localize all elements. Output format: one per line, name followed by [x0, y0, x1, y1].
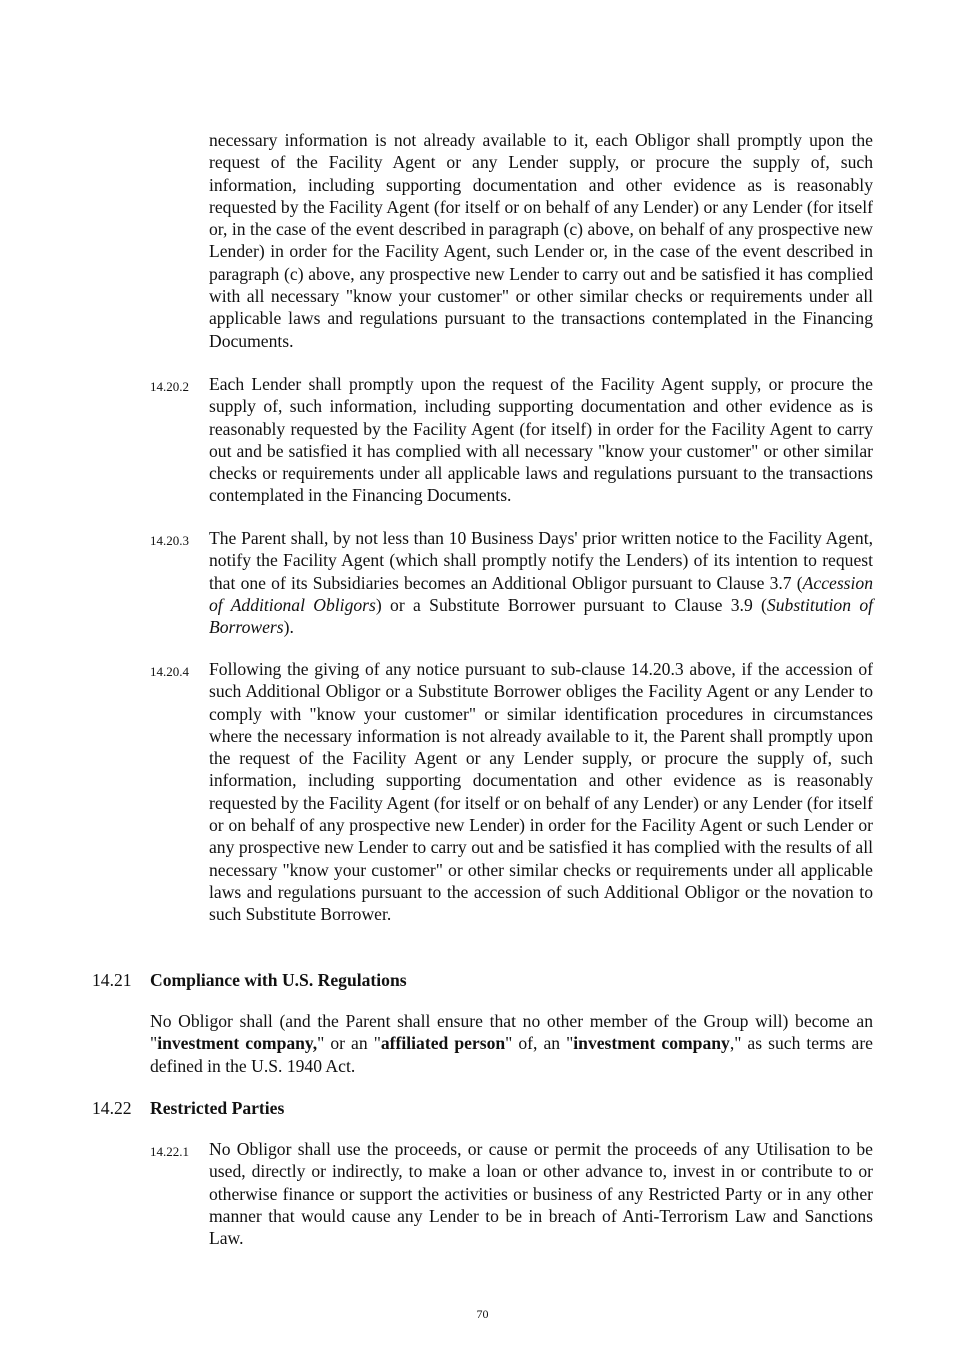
clause-reference-italic: Accession of Additional Obligors: [209, 572, 873, 615]
clause-text: No Obligor shall use the proceeds, or cause or permit the proceeds of any Utilisation to be used, directly or indirectly, to make a loan or other advance to, invest in or contribute to or otherwise finance or support the activities or business of any Restricted Party or in any other manner that would cause any Lender to be in breach of Anti-Terrorism Law and Sanctions Law.: [209, 1139, 873, 1249]
clause-14-22-1: [150, 1138, 873, 1249]
section-14-21-paragraph: [150, 1010, 873, 1077]
clause-14-20-3: [150, 527, 873, 638]
clause-text: Following the giving of any notice pursuant to sub-clause 14.20.3 above, if the accession of such Additional Obligor or a Substitute Borrower obliges the Facility Agent or any Lender to comply with "know your customer" or similar identification procedures in circumstances where the necessary information is not already available to it, the Parent shall promptly upon the request of the Facility Agent or any Lender supply, or procure the supply of, such information, including supporting documentation and other evidence as is reasonably requested by the Facility Agent (for itself or on behalf of any Lender) or any Lender (for itself or on behalf of any prospective new Lender) in order for the Facility Agent or such Lender or any prospective new Lender to carry out and be satisfied it has complied with the results of all necessary "know your customer" or other similar checks or requirements under all applicable laws and regulations pursuant to the accession of such Additional Obligor or the novation to such Substitute Borrower.: [209, 659, 873, 925]
section-title: Restricted Parties: [150, 1098, 285, 1118]
text-part: ," as such terms are defined in the U.S. 1940 Act.: [150, 1033, 873, 1076]
clause-14-20-2: [150, 373, 873, 507]
clause-14-20-4: [150, 658, 873, 926]
section-heading-14-22: [92, 1097, 284, 1119]
clause-text-part: The Parent shall, by not less than 10 Business Days' prior written notice to the Facility Agent, notify the Facility Agent (which shall promptly notify the Lenders) of its intention to request that one of its Subsidiaries becomes an Additional Obligor pursuant to Clause 3.7 (: [209, 528, 873, 593]
defined-term: investment company,: [157, 1033, 318, 1054]
clause-text: [209, 527, 873, 638]
text-part: No Obligor shall (and the Parent shall ensure that no other member of the Group will) become an ": [150, 1011, 873, 1054]
text-part: " of, an ": [505, 1033, 574, 1054]
clause-number: 14.20.2: [150, 379, 189, 394]
clause-text-part: ) or a Substitute Borrower pursuant to Clause 3.9 (: [375, 594, 767, 615]
clause-number: 14.20.3: [150, 533, 189, 548]
continuation-paragraph: necessary information is not already available to it, each Obligor shall promptly upon the request of the Facility Agent or any Lender supply, or procure the supply of, such information, including supporting documentation and other evidence as is reasonably requested by the Facility Agent (for itself or on behalf of any Lender) or any Lender (for itself or, in the case of the event described in paragraph (c) above, on behalf of any prospective new Lender) in order for the Facility Agent, such Lender or, in the case of the event described in paragraph (c) above, any prospective new Lender to carry out and be satisfied it has complied with all necessary "know your customer" or other similar checks or requirements under all applicable laws and regulations pursuant to the transactions contemplated in the Financing Documents.: [209, 130, 873, 351]
page-number: 70: [476, 1307, 489, 1321]
defined-term: investment company: [573, 1033, 730, 1054]
clause-reference-italic: Substitution of Borrowers: [209, 594, 873, 638]
defined-term: affiliated person: [380, 1033, 506, 1054]
clause-number: 14.20.4: [150, 664, 189, 679]
section-heading-14-21: [92, 969, 407, 991]
clause-text: Each Lender shall promptly upon the request of the Facility Agent supply, or procure the supply of, such information, including supporting documentation and other evidence as is reasonably requested by the Facility Agent (for itself) in order for the Facility Agent to carry out and be satisfied it has complied with all necessary "know your customer" or other similar checks or requirements under all applicable laws and regulations pursuant to the transactions contemplated in the Financing Documents.: [209, 374, 873, 506]
text-part: " or an ": [317, 1033, 381, 1054]
section-number: 14.21: [92, 970, 132, 990]
clause-number: 14.22.1: [150, 1144, 189, 1159]
section-title: Compliance with U.S. Regulations: [150, 970, 407, 990]
section-number: 14.22: [92, 1098, 132, 1118]
clause-text-part: ).: [283, 617, 294, 638]
